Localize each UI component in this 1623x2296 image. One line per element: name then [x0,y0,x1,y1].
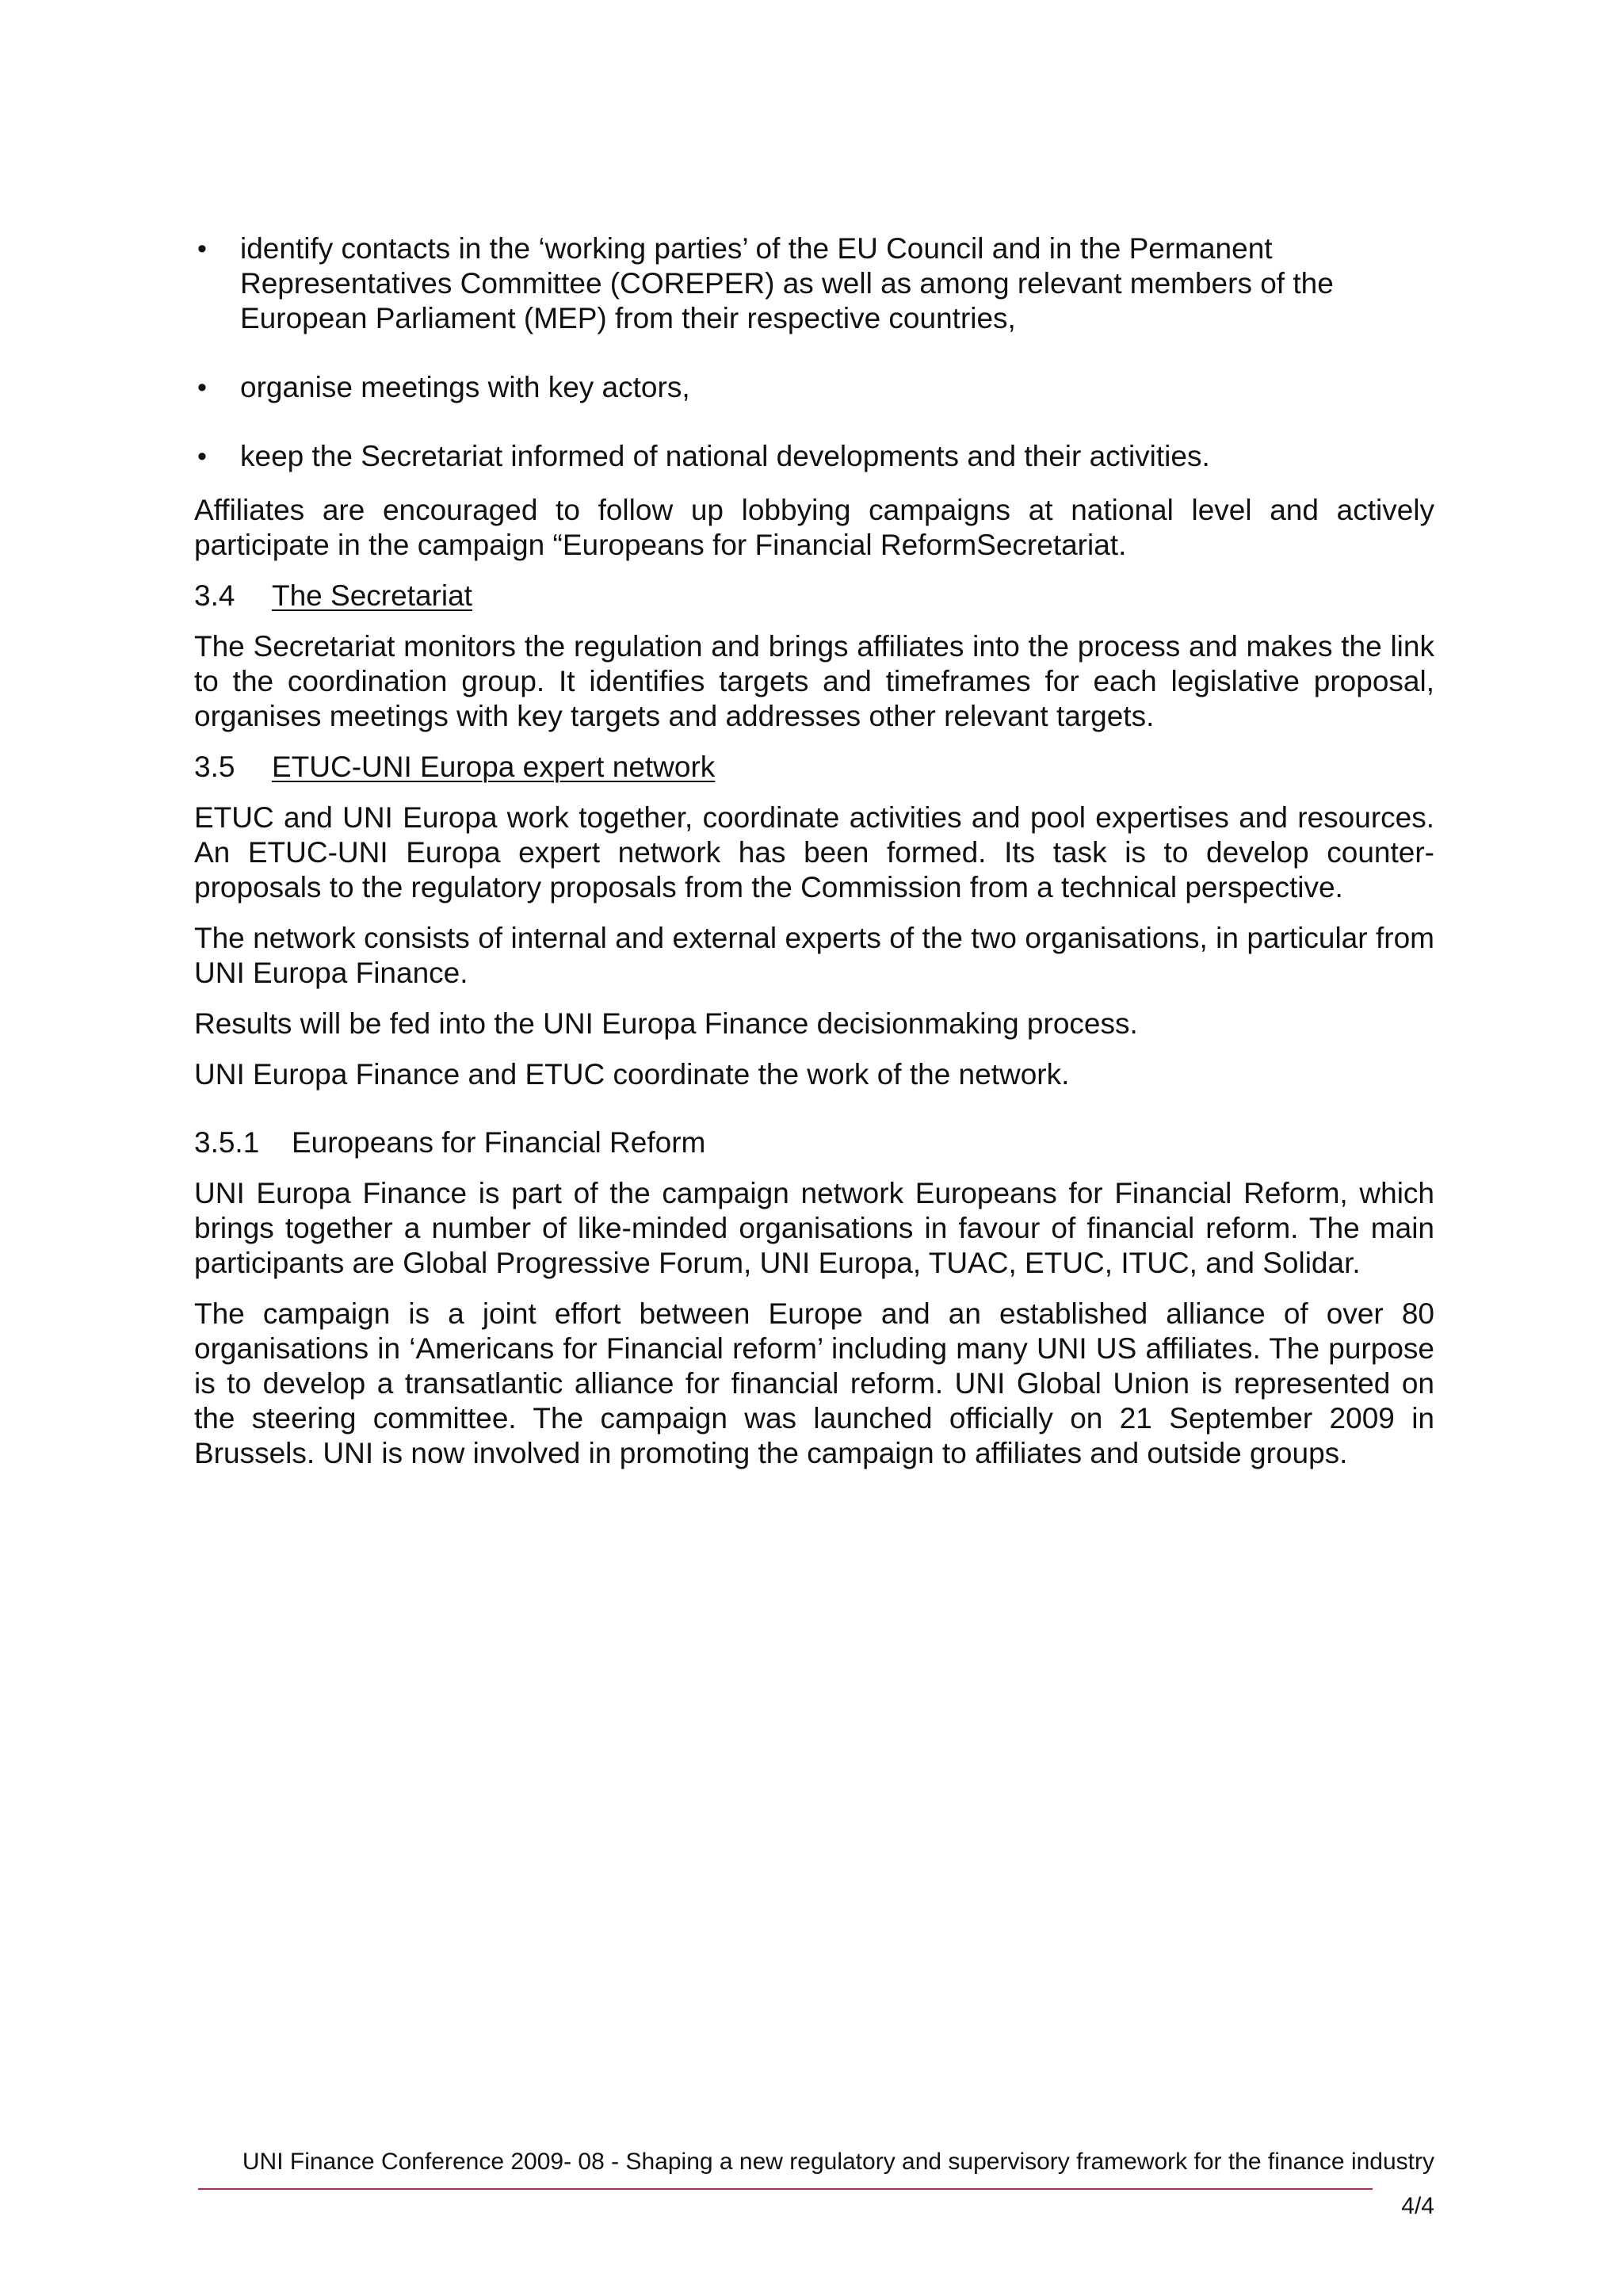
section-number: 3.4 [194,579,235,612]
section-heading-3-5 [194,750,1434,785]
secretariat-paragraph: The Secretariat monitors the regulation and brings affiliates into the process and makes the link to the coordination group. It identifies targets and timeframes for each legislative proposal, organises meetings with key targets and addresses other relevant targets. [194,630,1434,732]
section-number: 3.5 [194,751,235,783]
section-heading-3-4 [194,579,1434,613]
list-item [194,370,1434,405]
campaign-alliance-paragraph: The campaign is a joint effort between Europe and an established alliance of over 80 organisations in ‘Americans for Financial reform’ including many UNI US affiliates. The purpose is to develop a transatlantic alliance for financial reform. UNI Global Union is represented on the steering committee. The campaign was launched officially on 21 September 2009 in Brussels. UNI is now involved in promoting the campaign to affiliates and outside groups. [194,1297,1434,1469]
list-item [194,231,1434,336]
bullet-icon: • [197,234,207,264]
document-body [194,231,1434,1487]
network-composition-paragraph: The network consists of internal and external experts of the two organisations, in particular from UNI Europa Finance. [194,922,1434,989]
bullet-text: keep the Secretariat informed of national developments and their activities. [240,440,1210,472]
bullet-list [194,231,1434,474]
coordination-paragraph: UNI Europa Finance and ETUC coordinate the work of the network. [194,1058,1070,1091]
section-title: Europeans for Financial Reform [292,1126,706,1159]
footer-title: UNI Finance Conference 2009- 08 - Shaping a new regulatory and supervisory framework for the finance industry [242,2149,1434,2175]
affiliates-paragraph: Affiliates are encouraged to follow up lobbying campaigns at national level and actively participate in the campaign “Europeans for Financial ReformSecretariat. [194,494,1434,561]
expert-network-paragraph: ETUC and UNI Europa work together, coordinate activities and pool expertises and resources. An ETUC-UNI Europa expert network has been formed. Its task is to develop counter-proposals to the regulatory proposals from the Commission from a technical perspective. [194,801,1434,904]
bullet-text: identify contacts in the ‘working parties’ of the EU Council and in the Permanent Representatives Committee (COREPER) as well as among relevant members of the European Parliament (MEP) from their respective countries, [240,232,1334,334]
footer-divider [198,2188,1373,2190]
section-title: The Secretariat [272,579,472,612]
bullet-text: organise meetings with key actors, [240,371,690,403]
results-paragraph: Results will be fed into the UNI Europa Finance decisionmaking process. [194,1007,1138,1040]
campaign-network-paragraph: UNI Europa Finance is part of the campaign network Europeans for Financial Reform, which brings together a number of like-minded organisations in favour of financial reform. The main participants are Global Progressive Forum, UNI Europa, TUAC, ETUC, ITUC, and Solidar. [194,1177,1434,1279]
bullet-icon: • [197,372,207,403]
section-heading-3-5-1 [194,1125,1434,1160]
section-title: ETUC-UNI Europa expert network [272,751,716,783]
page-footer [194,2148,1434,2219]
bullet-icon: • [197,441,207,472]
page-number: 4/4 [1401,2193,1434,2219]
section-number: 3.5.1 [194,1126,260,1159]
list-item [194,439,1434,474]
